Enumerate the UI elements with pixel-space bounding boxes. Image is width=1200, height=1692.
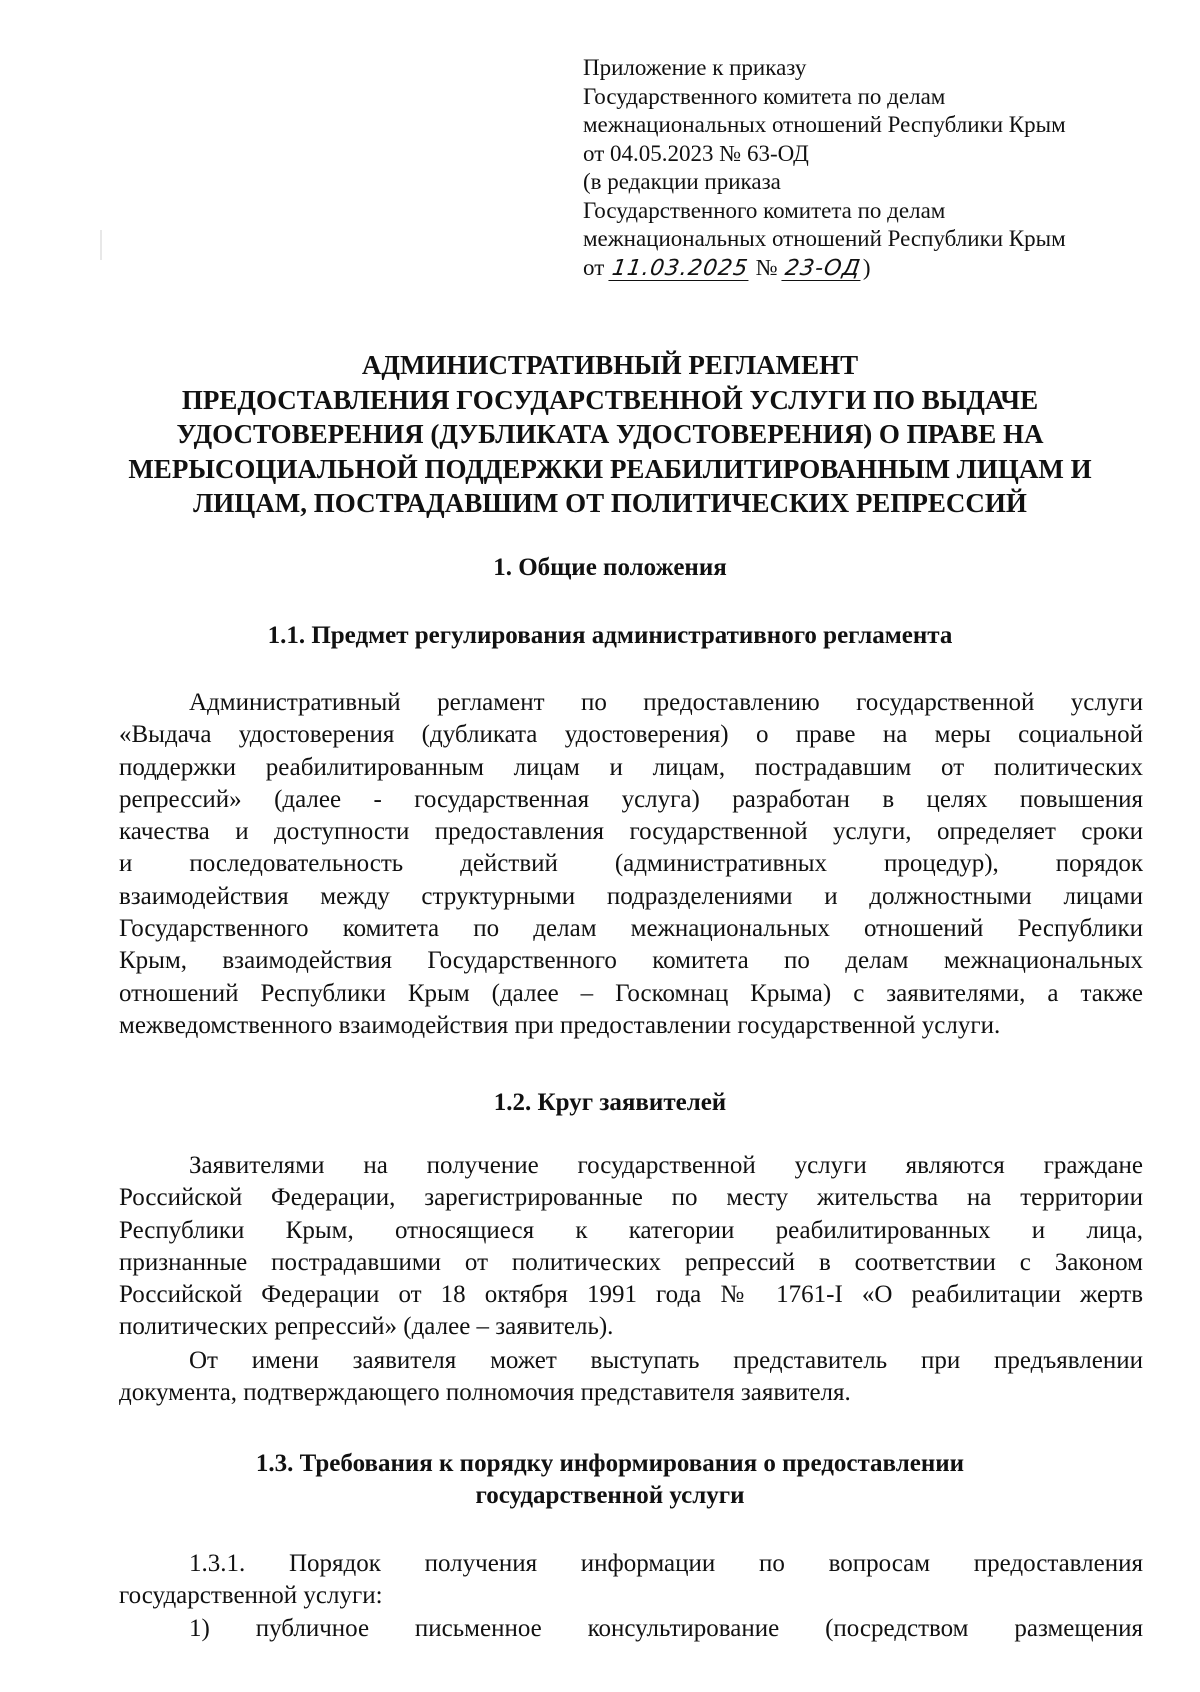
paragraph-line: Российской Федерации, зарегистрированные по месту жительства на территории xyxy=(119,1184,1143,1212)
paragraph-representative xyxy=(119,1345,1143,1410)
paragraph-line: «Выдача удостоверения (дубликата удостоверения) о праве на меры социальной xyxy=(119,721,1143,749)
annex-line: межнациональных отношений Республики Крым xyxy=(583,112,1066,137)
annex-line: Приложение к приказу xyxy=(583,55,807,80)
title-line: УДОСТОВЕРЕНИЯ (ДУБЛИКАТА УДОСТОВЕРЕНИЯ) О ПРАВЕ НА xyxy=(176,419,1044,449)
handwritten-number: 23-ОД xyxy=(783,255,863,281)
annex-amendment-line xyxy=(583,254,1143,283)
annex-line: (в редакции приказа xyxy=(583,169,781,194)
title-line: МЕРЫСОЦИАЛЬНОЙ ПОДДЕРЖКИ РЕАБИЛИТИРОВАННЫМ ЛИЦАМ И xyxy=(128,453,1092,484)
heading-text: государственной услуги xyxy=(475,1482,745,1509)
paragraph-line: 1) публичное письменное консультирование (посредством размещения xyxy=(189,1615,1143,1642)
paragraph-line: Крым, взаимодействия Государственного комитета по делам межнациональных xyxy=(119,947,1143,975)
annex-prefix: от xyxy=(583,254,605,280)
paragraph-line: поддержки реабилитированным лицам и лицам, пострадавшим от политических xyxy=(119,753,1143,781)
annex-line: Государственного комитета по делам xyxy=(583,83,946,109)
paragraph-applicants xyxy=(119,1150,1143,1344)
paragraph-line: От имени заявителя может выступать представитель при предъявлении xyxy=(189,1347,1143,1374)
paragraph-list-item xyxy=(119,1613,1143,1645)
paragraph-line: признанные пострадавшими от политических репрессий в соответствии с Законом xyxy=(119,1248,1143,1276)
paragraph-line: качества и доступности предоставления государственной услуги, определяет сроки xyxy=(119,818,1143,846)
annex-line: Государственного комитета по делам xyxy=(583,197,946,223)
subsection-heading xyxy=(110,620,1110,652)
paragraph-line: Заявителями на получение государственной услуги являются граждане xyxy=(189,1152,1143,1179)
paragraph-line: Российской Федерации от 18 октября 1991 года № 1761-I «О реабилитации жертв xyxy=(119,1281,1143,1309)
paragraph-line: Республики Крым, относящиеся к категории реабилитированных и лица, xyxy=(119,1216,1143,1244)
annex-block xyxy=(583,54,1143,282)
title-line: ЛИЦАМ, ПОСТРАДАВШИМ ОТ ПОЛИТИЧЕСКИХ РЕПРЕССИЙ xyxy=(193,488,1027,518)
closing-paren: ) xyxy=(862,254,871,280)
heading-text: 1. Общие положения xyxy=(493,554,727,581)
annex-line: от 04.05.2023 № 63-ОД xyxy=(583,140,809,166)
scan-artifact xyxy=(100,230,102,260)
title-line: ПРЕДОСТАВЛЕНИЯ ГОСУДАРСТВЕННОЙ УСЛУГИ ПО ВЫДАЧЕ xyxy=(181,384,1039,415)
heading-text: 1.2. Круг заявителей xyxy=(493,1089,727,1116)
paragraph-line: репрессий» (далее - государственная услуга) разработан в целях повышения xyxy=(119,785,1143,813)
paragraph-line: Государственного комитета по делам межнациональных отношений Республики xyxy=(119,915,1143,943)
subsection-heading xyxy=(110,1087,1110,1119)
number-sign: № xyxy=(755,254,778,280)
paragraph-info-order xyxy=(119,1548,1143,1613)
document-title xyxy=(110,348,1110,521)
paragraph-line: государственной услуги: xyxy=(119,1582,383,1610)
paragraph-line: политических репрессий» (далее – заявитель). xyxy=(119,1313,614,1341)
handwritten-date: 11.03.2025 xyxy=(610,255,750,281)
section-heading xyxy=(110,552,1110,584)
paragraph-line: документа, подтверждающего полномочия представителя заявителя. xyxy=(119,1379,851,1407)
paragraph-line: Административный регламент по предоставлению государственной услуги xyxy=(189,689,1143,716)
paragraph-line: и последовательность действий (административных процедур), порядок xyxy=(119,850,1143,878)
paragraph-line: взаимодействия между структурными подразделениями и должностными лицами xyxy=(119,882,1143,910)
paragraph-line: 1.3.1. Порядок получения информации по вопросам предоставления xyxy=(189,1550,1143,1577)
annex-line: межнациональных отношений Республики Крым xyxy=(583,226,1066,251)
subsection-heading xyxy=(110,1448,1110,1512)
paragraph-line: межведомственного взаимодействия при предоставлении государственной услуги. xyxy=(119,1011,1001,1039)
title-line: АДМИНИСТРАТИВНЫЙ РЕГЛАМЕНТ xyxy=(361,350,859,380)
paragraph-line: отношений Республики Крым (далее – Госкомнац Крыма) с заявителями, а также xyxy=(119,979,1143,1007)
heading-text: 1.1. Предмет регулирования административного регламента xyxy=(267,622,953,649)
paragraph-subject xyxy=(119,687,1143,1042)
heading-text: 1.3. Требования к порядку информирования о предоставлении xyxy=(255,1450,965,1477)
